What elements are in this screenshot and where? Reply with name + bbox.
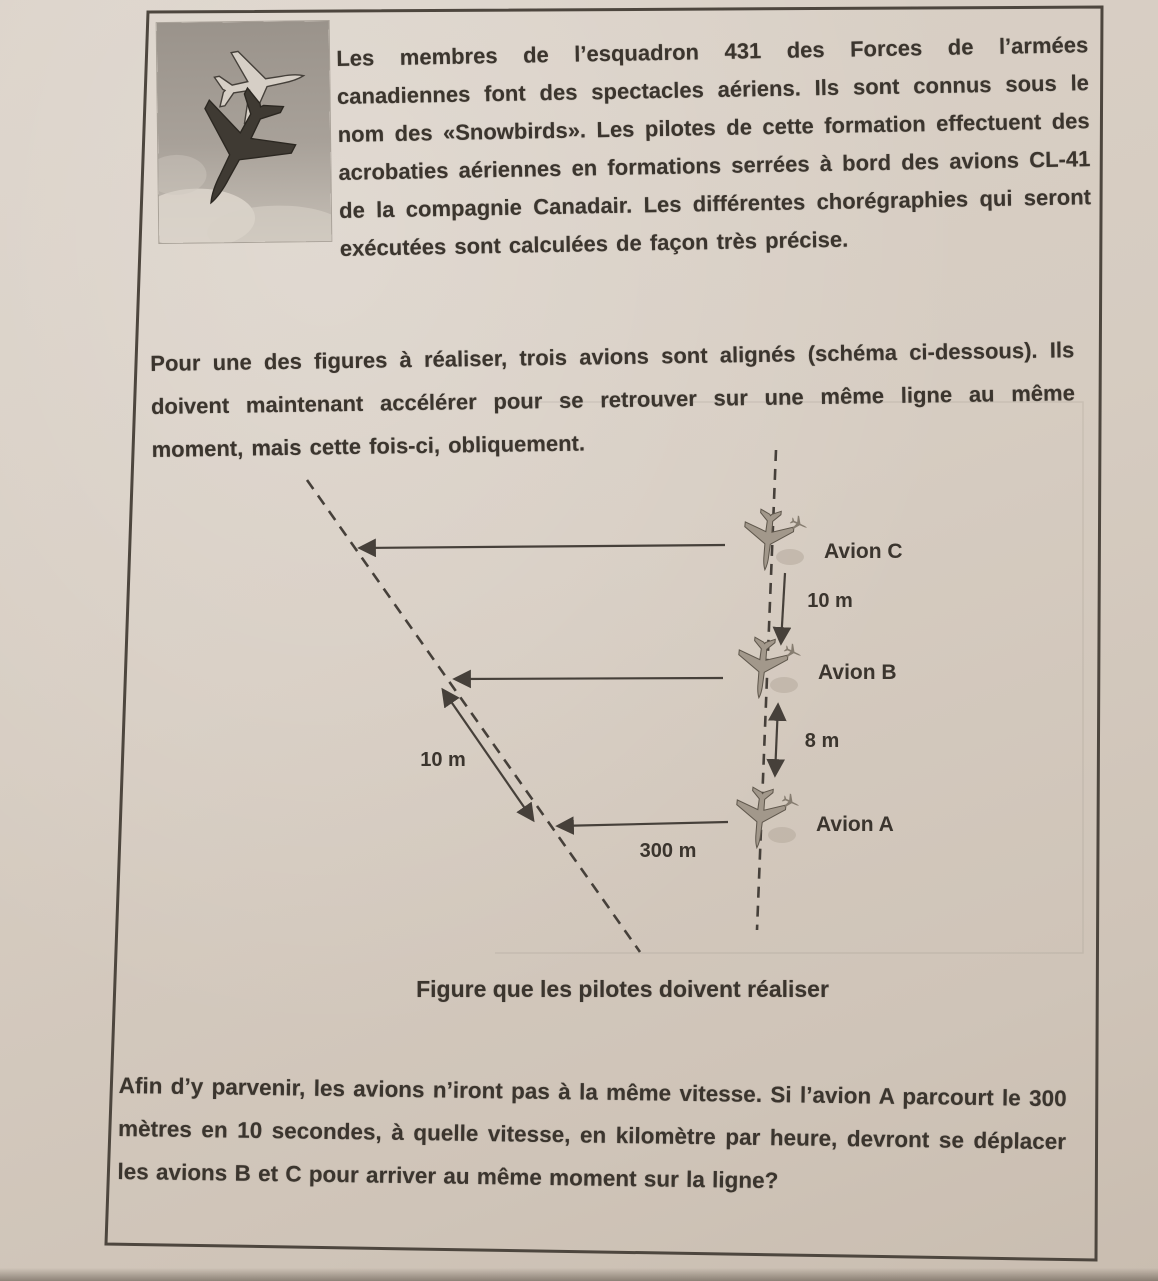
avion-c-label: Avion C [824, 540, 903, 563]
distance-300m-label: 300 m [639, 840, 697, 862]
question-paragraph: Afin d’y parvenir, les avions n’iront pas à la même vitesse. Si l’avion A parcourt le 300 mètres en 10 secondes, à quelle vitesse, en kilomètre par heure, devront se déplacer les avions B et C pour arriver au même moment sur la ligne? [117, 1072, 1067, 1193]
distance-c-b-label: 10 m [807, 590, 853, 612]
distance-oblique-label: 10 m [420, 749, 466, 771]
distance-arrow-c-to-b [781, 573, 785, 643]
distance-b-a-label: 8 m [804, 730, 840, 752]
avion-b-travel-arrow [455, 678, 723, 679]
intro-paragraph: Les membres de l’esquadron 431 des Forces de l’armées canadiennes font des spectacles aériens. Ils sont connus sous le nom des «Snowbirds». Les pilotes de cette formation effectuent des acrobaties aériennes en formations serrées à bord des avions CL-41 de la compagnie Canadair. Les différentes chorégraphies qui seront exécutées sont calculées de façon très précise. [336, 32, 1092, 261]
flight-formation-diagram [140, 395, 1105, 975]
setup-paragraph: Pour une des figures à réaliser, trois avions sont alignés (schéma ci-dessous). Ils doivent maintenant accélérer pour se retrouver sur une même ligne au même moment, mais cette fois-ci, obliquement. [150, 337, 1076, 462]
avion-c-travel-arrow [360, 545, 725, 548]
avion-a-icon [733, 786, 802, 851]
snowbirds-formation-photo [157, 21, 332, 243]
avion-b-icon [735, 636, 804, 701]
distance-arrow-b-to-a [775, 705, 778, 775]
avion-a-travel-arrow [558, 822, 728, 826]
oblique-target-line [307, 480, 640, 952]
avion-a-label: Avion A [816, 813, 894, 836]
avion-c-icon [741, 508, 810, 573]
avion-b-label: Avion B [818, 661, 897, 684]
figure-caption: Figure que les pilotes doivent réaliser [416, 976, 829, 1002]
